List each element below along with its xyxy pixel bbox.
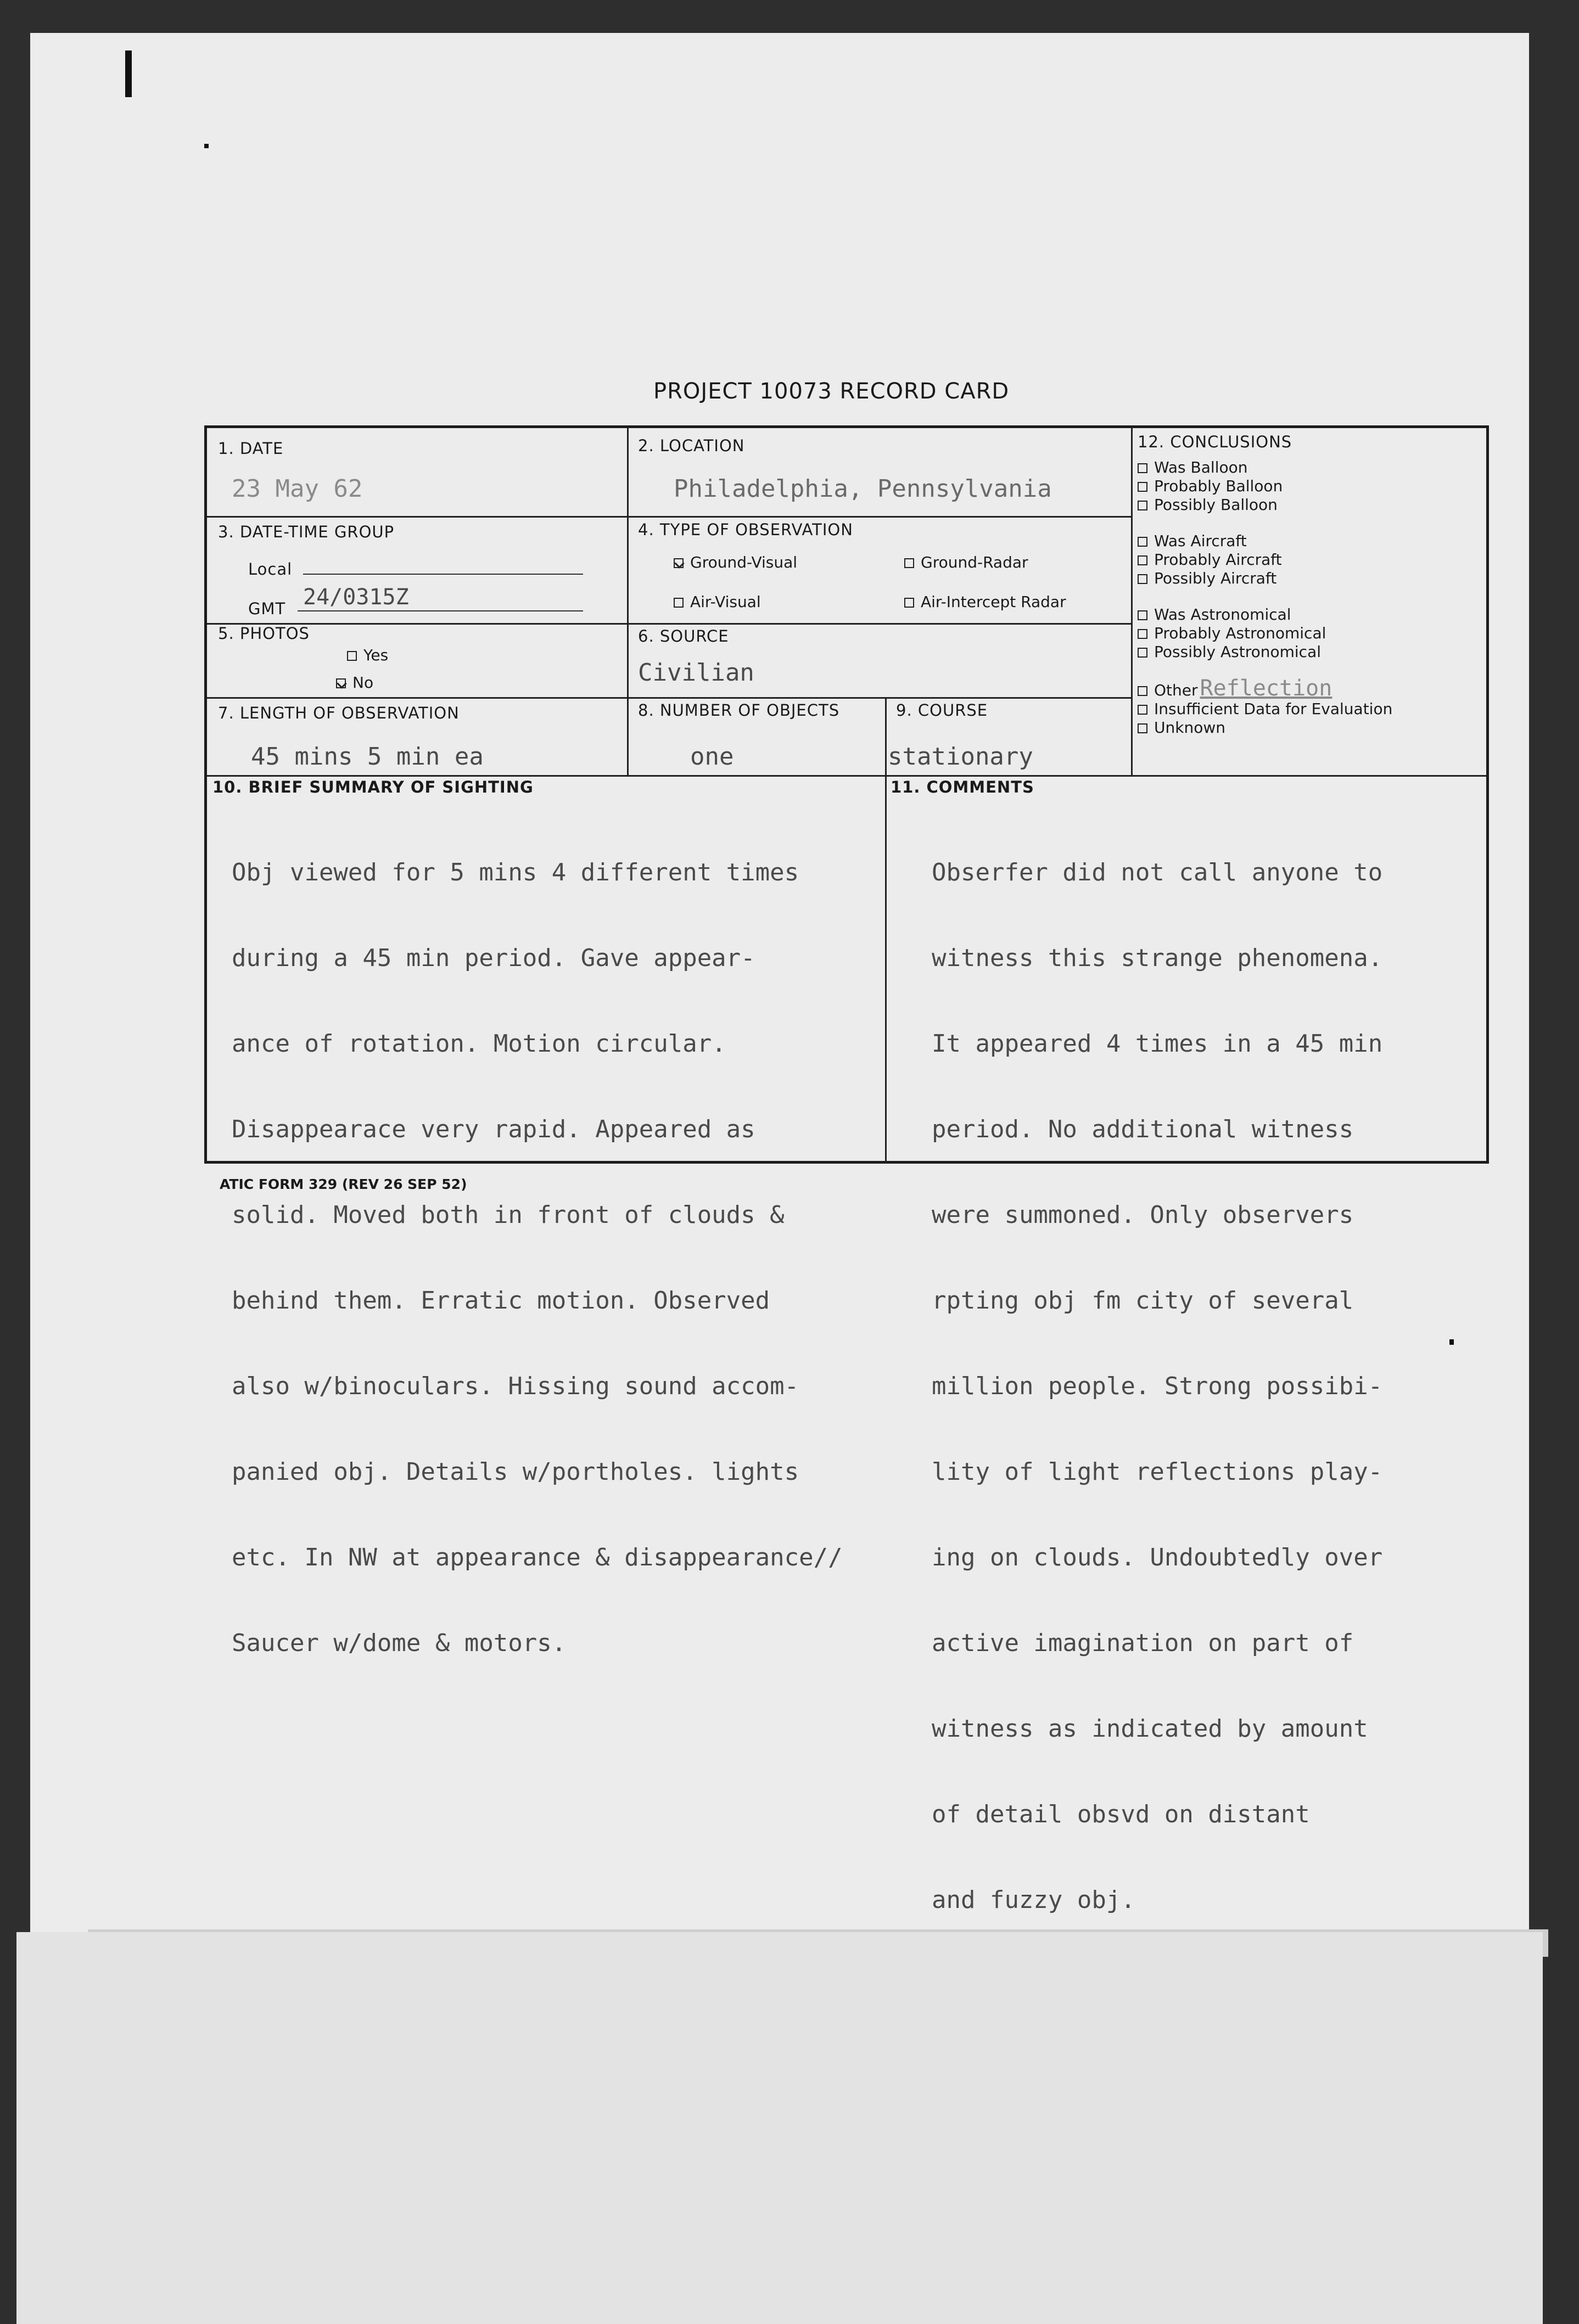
photos-label: 5. PHOTOS [218, 624, 310, 643]
option-label: Other [1154, 681, 1198, 699]
comment-line: of detail obsvd on distant [932, 1800, 1310, 1828]
rule [207, 775, 1486, 777]
conclusion-was-astronomical [1138, 605, 1392, 624]
option-label: Was Aircraft [1154, 532, 1247, 550]
conclusion-other [1138, 676, 1392, 701]
comments-label: 11. COMMENTS [891, 778, 1034, 796]
location-value: Philadelphia, Pennsylvania [674, 475, 1052, 503]
option-label: Was Astronomical [1154, 605, 1291, 624]
summary-line: Obj viewed for 5 mins 4 different times [232, 858, 799, 886]
date-value: 23 May 62 [232, 475, 363, 503]
rule [885, 697, 887, 775]
option-label: Ground-Visual [690, 553, 798, 571]
checkbox-icon [1138, 629, 1147, 639]
checkbox-icon [1138, 574, 1147, 584]
conclusions-label: 12. CONCLUSIONS [1138, 433, 1292, 451]
option-label: Probably Aircraft [1154, 551, 1282, 569]
comment-line: active imagination on part of [932, 1629, 1354, 1657]
conclusion-possibly-balloon [1138, 496, 1392, 514]
date-label: 1. DATE [218, 439, 284, 458]
checkbox-icon [1138, 537, 1147, 547]
conclusion-was-balloon [1138, 458, 1392, 477]
checkbox-icon [347, 651, 357, 661]
summary-line: solid. Moved both in front of clouds & [232, 1201, 785, 1229]
type-air-intercept-radar [904, 593, 1066, 611]
option-label: Possibly Astronomical [1154, 643, 1322, 661]
option-label: Yes [363, 646, 389, 664]
summary-line: ance of rotation. Motion circular. [232, 1030, 726, 1058]
rule [627, 428, 629, 775]
local-fill-line [303, 574, 583, 575]
comment-line: rpting obj fm city of several [932, 1287, 1354, 1315]
checkbox-icon [1138, 648, 1147, 658]
conclusion-was-aircraft [1138, 532, 1392, 551]
conclusion-unknown [1138, 718, 1392, 737]
summary-label: 10. BRIEF SUMMARY OF SIGHTING [212, 778, 534, 796]
comments-text [932, 801, 1382, 1972]
type-air-visual [674, 593, 761, 611]
checkbox-icon [1138, 610, 1147, 620]
local-label: Local [248, 560, 293, 579]
type-ground-radar [904, 553, 1028, 571]
comment-line: million people. Strong possibi- [932, 1372, 1383, 1400]
summary-line: panied obj. Details w/portholes. lights [232, 1458, 799, 1486]
photos-no [336, 673, 373, 692]
comment-line: ing on clouds. Undoubtedly over [932, 1543, 1383, 1571]
checkbox-icon [904, 558, 914, 568]
summary-line: Saucer w/dome & motors. [232, 1629, 567, 1657]
summary-text [232, 801, 843, 1715]
conclusions-list [1138, 458, 1392, 737]
option-label: Possibly Aircraft [1154, 569, 1277, 587]
type-label: 4. TYPE OF OBSERVATION [638, 520, 853, 539]
summary-line: behind them. Erratic motion. Observed [232, 1287, 770, 1315]
option-label: Insufficient Data for Evaluation [1154, 700, 1393, 718]
scan-speck [1449, 1339, 1454, 1345]
comment-line: witness as indicated by amount [932, 1715, 1368, 1743]
rule [207, 623, 1131, 625]
option-label: Probably Balloon [1154, 477, 1283, 495]
comment-line: It appeared 4 times in a 45 min [932, 1030, 1383, 1058]
summary-line: etc. In NW at appearance & disappearance// [232, 1543, 843, 1571]
page-title: PROJECT 10073 RECORD CARD [653, 379, 1010, 404]
length-label: 7. LENGTH OF OBSERVATION [218, 704, 460, 722]
rule [1131, 428, 1133, 775]
checkbox-icon [1138, 482, 1147, 492]
other-value: Reflection [1200, 676, 1332, 701]
comment-line: and fuzzy obj. [932, 1886, 1135, 1914]
source-label: 6. SOURCE [638, 627, 729, 645]
option-label: No [352, 673, 374, 692]
checkbox-icon [1138, 723, 1147, 733]
gmt-value: 24/0315Z [303, 585, 409, 610]
location-label: 2. LOCATION [638, 436, 745, 455]
dtg-label: 3. DATE-TIME GROUP [218, 523, 395, 541]
checkbox-icon [1138, 463, 1147, 473]
option-label: Unknown [1154, 718, 1225, 737]
source-value: Civilian [638, 659, 754, 687]
conclusion-probably-balloon [1138, 477, 1392, 496]
comment-line: lity of light reflections play- [932, 1458, 1383, 1486]
course-label: 9. COURSE [896, 701, 988, 720]
checkbox-icon [1138, 501, 1147, 510]
number-value: one [690, 743, 734, 771]
comment-line: were summoned. Only observers [932, 1201, 1354, 1229]
checkbox-icon [1138, 555, 1147, 565]
checkbox-icon [904, 598, 914, 608]
checkbox-icon [1138, 705, 1147, 715]
number-label: 8. NUMBER OF OBJECTS [638, 701, 840, 720]
summary-line: during a 45 min period. Gave appear- [232, 944, 755, 972]
conclusion-probably-astronomical [1138, 624, 1392, 643]
option-label: Air-Visual [690, 593, 761, 611]
checkbox-icon [1138, 686, 1147, 696]
checkbox-icon [674, 598, 684, 608]
gmt-label: GMT [248, 599, 286, 618]
comment-line: witness this strange phenomena. [932, 944, 1383, 972]
option-label: Ground-Radar [921, 553, 1028, 571]
scan-mark [125, 50, 132, 97]
scan-speck [204, 144, 209, 148]
gmt-fill-line [298, 610, 583, 611]
rule [885, 775, 887, 1164]
rule [207, 697, 1131, 699]
photos-yes [347, 646, 388, 664]
summary-line: Disappearace very rapid. Appeared as [232, 1115, 755, 1143]
conclusion-insufficient-data [1138, 700, 1392, 718]
rule [207, 516, 1131, 518]
option-label: Air-Intercept Radar [921, 593, 1066, 611]
checkbox-checked-icon [336, 678, 346, 688]
option-label: Probably Astronomical [1154, 624, 1326, 642]
conclusion-possibly-astronomical [1138, 643, 1392, 661]
form-number: ATIC FORM 329 (REV 26 SEP 52) [220, 1176, 467, 1192]
length-value: 45 mins 5 min ea [251, 743, 484, 771]
option-label: Possibly Balloon [1154, 496, 1278, 514]
checkbox-checked-icon [674, 558, 684, 568]
conclusion-possibly-aircraft [1138, 569, 1392, 588]
course-value: stationary [888, 743, 1033, 771]
conclusion-probably-aircraft [1138, 551, 1392, 569]
document-lower-margin [16, 1932, 1543, 2324]
comment-line: Obserfer did not call anyone to [932, 858, 1383, 886]
type-ground-visual [674, 553, 797, 571]
comment-line: period. No additional witness [932, 1115, 1354, 1143]
summary-line: also w/binoculars. Hissing sound accom- [232, 1372, 799, 1400]
option-label: Was Balloon [1154, 458, 1248, 476]
